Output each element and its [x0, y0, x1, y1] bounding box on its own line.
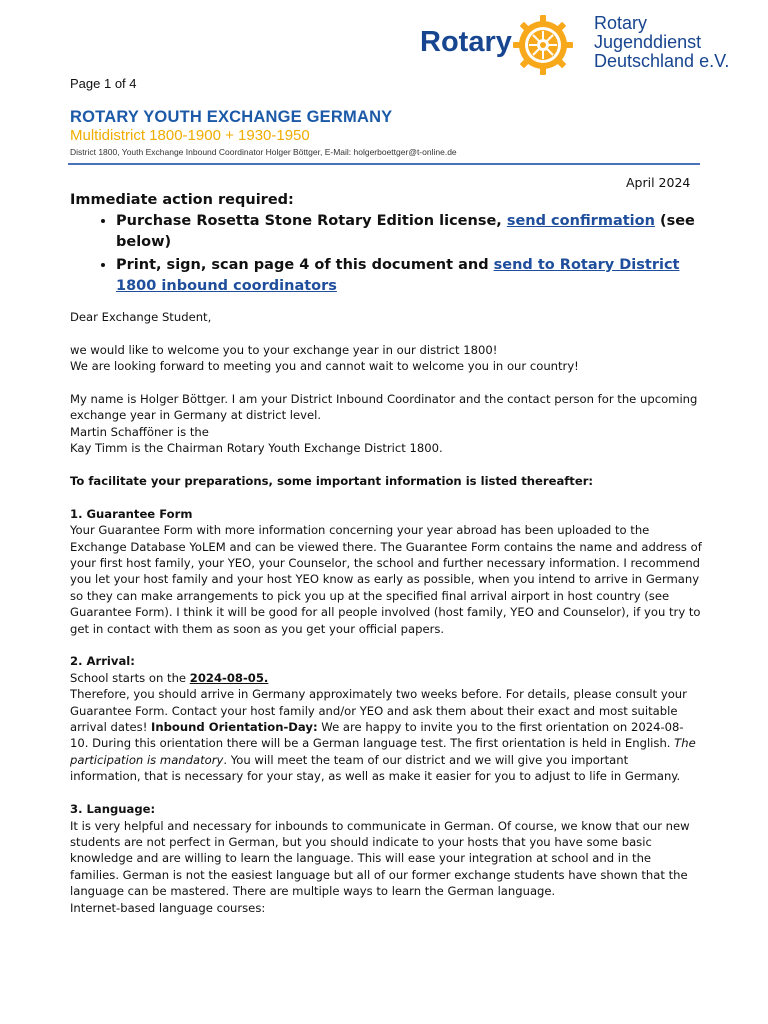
action-item-1-text: Purchase Rosetta Stone Rotary Edition license, — [116, 213, 507, 229]
welcome-paragraph — [70, 342, 702, 375]
action-item-2-text: Print, sign, scan page 4 of this document and — [116, 257, 494, 273]
arrival-text-a: Therefore, you should arrive in Germany approximately two weeks before. For details, please consult your Guarantee Form. Contact your host family and/or YEO and ask them about their exact and most suitable arrival dates! — [70, 687, 687, 735]
action-item-license — [116, 211, 710, 253]
letter-body — [70, 309, 702, 932]
logo-line-1: Rotary — [594, 13, 648, 33]
arrival-text-c: . You will meet the team of our district and we will give you important information, that is necessary for your stay, as well as make it easier for you to adjust to life in Germany. — [70, 752, 681, 784]
logo-line-2: Jugenddienst — [594, 32, 702, 52]
immediate-action-heading: Immediate action required: — [70, 192, 294, 208]
welcome-line-1: we would like to welcome you to your exchange year in our district 1800! — [70, 342, 498, 357]
logo-wordmark: Rotary — [420, 26, 512, 58]
document-subtitle: Multidistrict 1800-1900 + 1930-1950 — [70, 127, 310, 144]
page-number: Page 1 of 4 — [70, 76, 137, 91]
section-2-heading: 2. Arrival: — [70, 654, 135, 669]
section-arrival — [70, 653, 702, 784]
document-title: ROTARY YOUTH EXCHANGE GERMANY — [70, 108, 393, 126]
rotary-wheel-icon — [512, 14, 574, 76]
school-start-date: 2024-08-05. — [189, 670, 269, 685]
immediate-action-block — [70, 192, 710, 299]
intro-line-2: Martin Schafföner is the — [70, 424, 209, 439]
section-3-last-line: Internet-based language courses: — [70, 900, 266, 915]
welcome-line-2: We are looking forward to meeting you and cannot wait to welcome you in our country! — [70, 359, 579, 374]
section-1-heading: 1. Guarantee Form — [70, 506, 193, 521]
arrival-text-b: We are happy to invite you to the first orientation on 2024-08-10. During this orientation there will be a German language test. The first orientation is held in English. — [70, 720, 684, 751]
action-item-1-tail: (see below) — [116, 213, 695, 250]
section-1-text: Your Guarantee Form with more information concerning your year abroad has been uploaded to the Exchange Database YoLEM and can be viewed there. The Guarantee Form contains the name and address of your first host family, your YEO, your Counselor, the school and further necessary information. I recommend you let your host family and your host YEO know as early as possible, when you intend to arrive in Germany so they can make arrangements to pick you up at the specified final arrival airport in host country (see Guarantee Form). I think it will be good for all people involved (host family, YEO and Counselor), if you try to get in contact with them as soon as you get your official papers. — [70, 523, 702, 636]
letter-date: April 2024 — [626, 175, 691, 190]
orientation-day-label: Inbound Orientation-Day: — [151, 720, 318, 735]
logo-line-3: Deutschland e.V. — [594, 51, 730, 71]
action-list — [70, 211, 710, 297]
lead-sentence: To facilitate your preparations, some important information is listed thereafter: — [70, 474, 594, 489]
section-3-text: It is very helpful and necessary for inbounds to communicate in German. Of course, we know that our new students are not perfect in German, but you should indicate to your hosts that you have some basic knowledge and are willing to learn the language. This will ease your integration at school and in the families. German is not the easiest language but all of our former exchange students have shown that the language can be mastered. There are multiple ways to learn the German language. — [70, 818, 690, 899]
action-item-guarantee — [116, 255, 710, 297]
intro-line-3: Kay Timm is the Chairman Rotary Youth Exchange District 1800. — [70, 441, 443, 456]
section-language — [70, 801, 702, 916]
section-3-heading: 3. Language: — [70, 802, 156, 817]
school-start-prefix: School starts on the — [70, 670, 190, 685]
intro-line-1: My name is Holger Böttger. I am your District Inbound Coordinator and the contact person for the upcoming exchange year in Germany at district level. — [70, 392, 698, 423]
district-contact-line: District 1800, Youth Exchange Inbound Coordinator Holger Böttger, E-Mail: holgerboettger@t-online.de — [70, 147, 457, 157]
salutation: Dear Exchange Student, — [70, 310, 212, 324]
send-to-coordinators-link[interactable]: send to Rotary District 1800 inbound coordinators — [116, 257, 680, 294]
section-guarantee-form — [70, 506, 702, 637]
intro-paragraph — [70, 391, 702, 457]
logo-organization-name — [594, 14, 729, 71]
rotary-logo — [420, 14, 740, 76]
participation-mandatory: The participation is mandatory — [70, 736, 696, 767]
header-divider — [68, 163, 700, 165]
send-confirmation-link[interactable]: send confirmation — [506, 213, 655, 229]
